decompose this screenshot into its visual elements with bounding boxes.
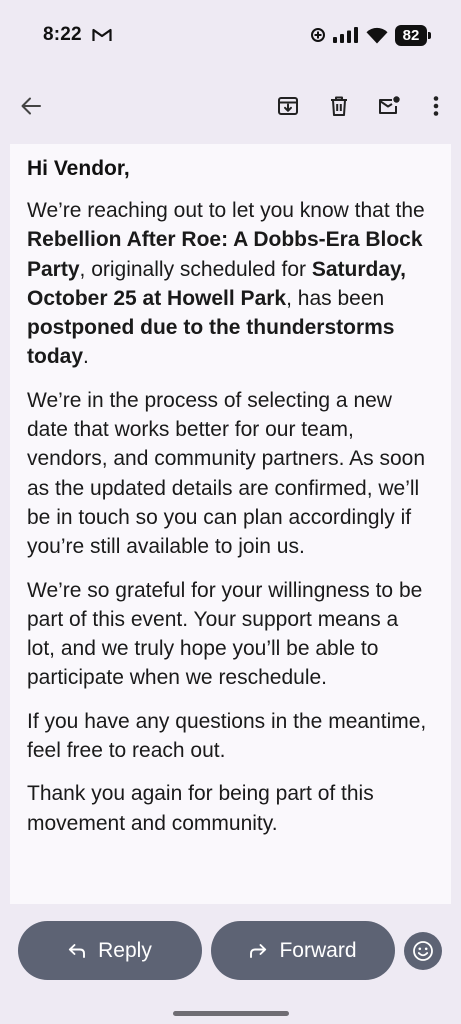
archive-icon	[277, 95, 299, 117]
paragraph-questions: If you have any questions in the meantime, feel free to reach out.	[27, 709, 427, 763]
wifi-icon	[366, 27, 388, 44]
back-arrow-icon	[20, 95, 42, 117]
emoji-reaction-button[interactable]	[404, 932, 442, 970]
paragraph-thanks: Thank you again for being part of this movement and community.	[27, 782, 374, 835]
p1-text-c: , originally scheduled for	[79, 257, 312, 281]
forward-button[interactable]	[211, 921, 395, 980]
gmail-notification-icon	[92, 28, 112, 42]
p1-text-a: We’re reaching out to let you know that the	[27, 199, 425, 222]
signal-icon	[333, 27, 359, 43]
reply-icon	[68, 943, 86, 959]
message-body	[10, 144, 451, 904]
emoji-icon	[412, 940, 434, 962]
home-indicator[interactable]	[173, 1011, 289, 1016]
message-toolbar	[0, 70, 461, 144]
forward-label: Forward	[279, 938, 357, 962]
greeting: Hi Vendor,	[27, 157, 130, 180]
p1-text-g: .	[83, 345, 89, 369]
status-bar	[0, 0, 461, 70]
back-button[interactable]	[17, 92, 45, 120]
paragraph-postponement	[27, 196, 431, 372]
data-saver-icon	[310, 27, 326, 43]
postponement-reason: postponed due to the thunderstorms today	[27, 316, 395, 369]
paragraph-new-date: We’re in the process of selecting a new date that works better for our team, vendors, and community partners. As soon as the updated details are confirmed, we’ll be in touch so you can plan accordingly if you’re still available to join us.	[27, 388, 426, 559]
more-options-button[interactable]	[422, 92, 450, 120]
status-time: 8:22	[43, 24, 82, 45]
status-icons	[310, 22, 427, 48]
action-bar	[0, 904, 461, 1024]
paragraph-gratitude: We’re so grateful for your willingness to be part of this event. Your support means a lot, and we truly hope you’ll be able to participate when we reschedule.	[27, 578, 423, 690]
p1-text-e: , has been	[286, 286, 385, 310]
battery-icon: 82	[395, 25, 427, 46]
more-options-icon	[433, 95, 439, 117]
delete-icon	[328, 95, 350, 117]
reply-label: Reply	[98, 938, 152, 962]
event-name: Rebellion After Roe: A Dobbs-Era Block Party	[27, 228, 423, 281]
archive-button[interactable]	[274, 92, 302, 120]
mark-unread-icon	[377, 95, 401, 117]
mark-unread-button[interactable]	[375, 92, 403, 120]
event-date-location: Saturday, October 25 at Howell Park	[27, 257, 406, 310]
delete-button[interactable]	[325, 92, 353, 120]
forward-icon	[249, 943, 267, 959]
reply-button[interactable]	[18, 921, 202, 980]
